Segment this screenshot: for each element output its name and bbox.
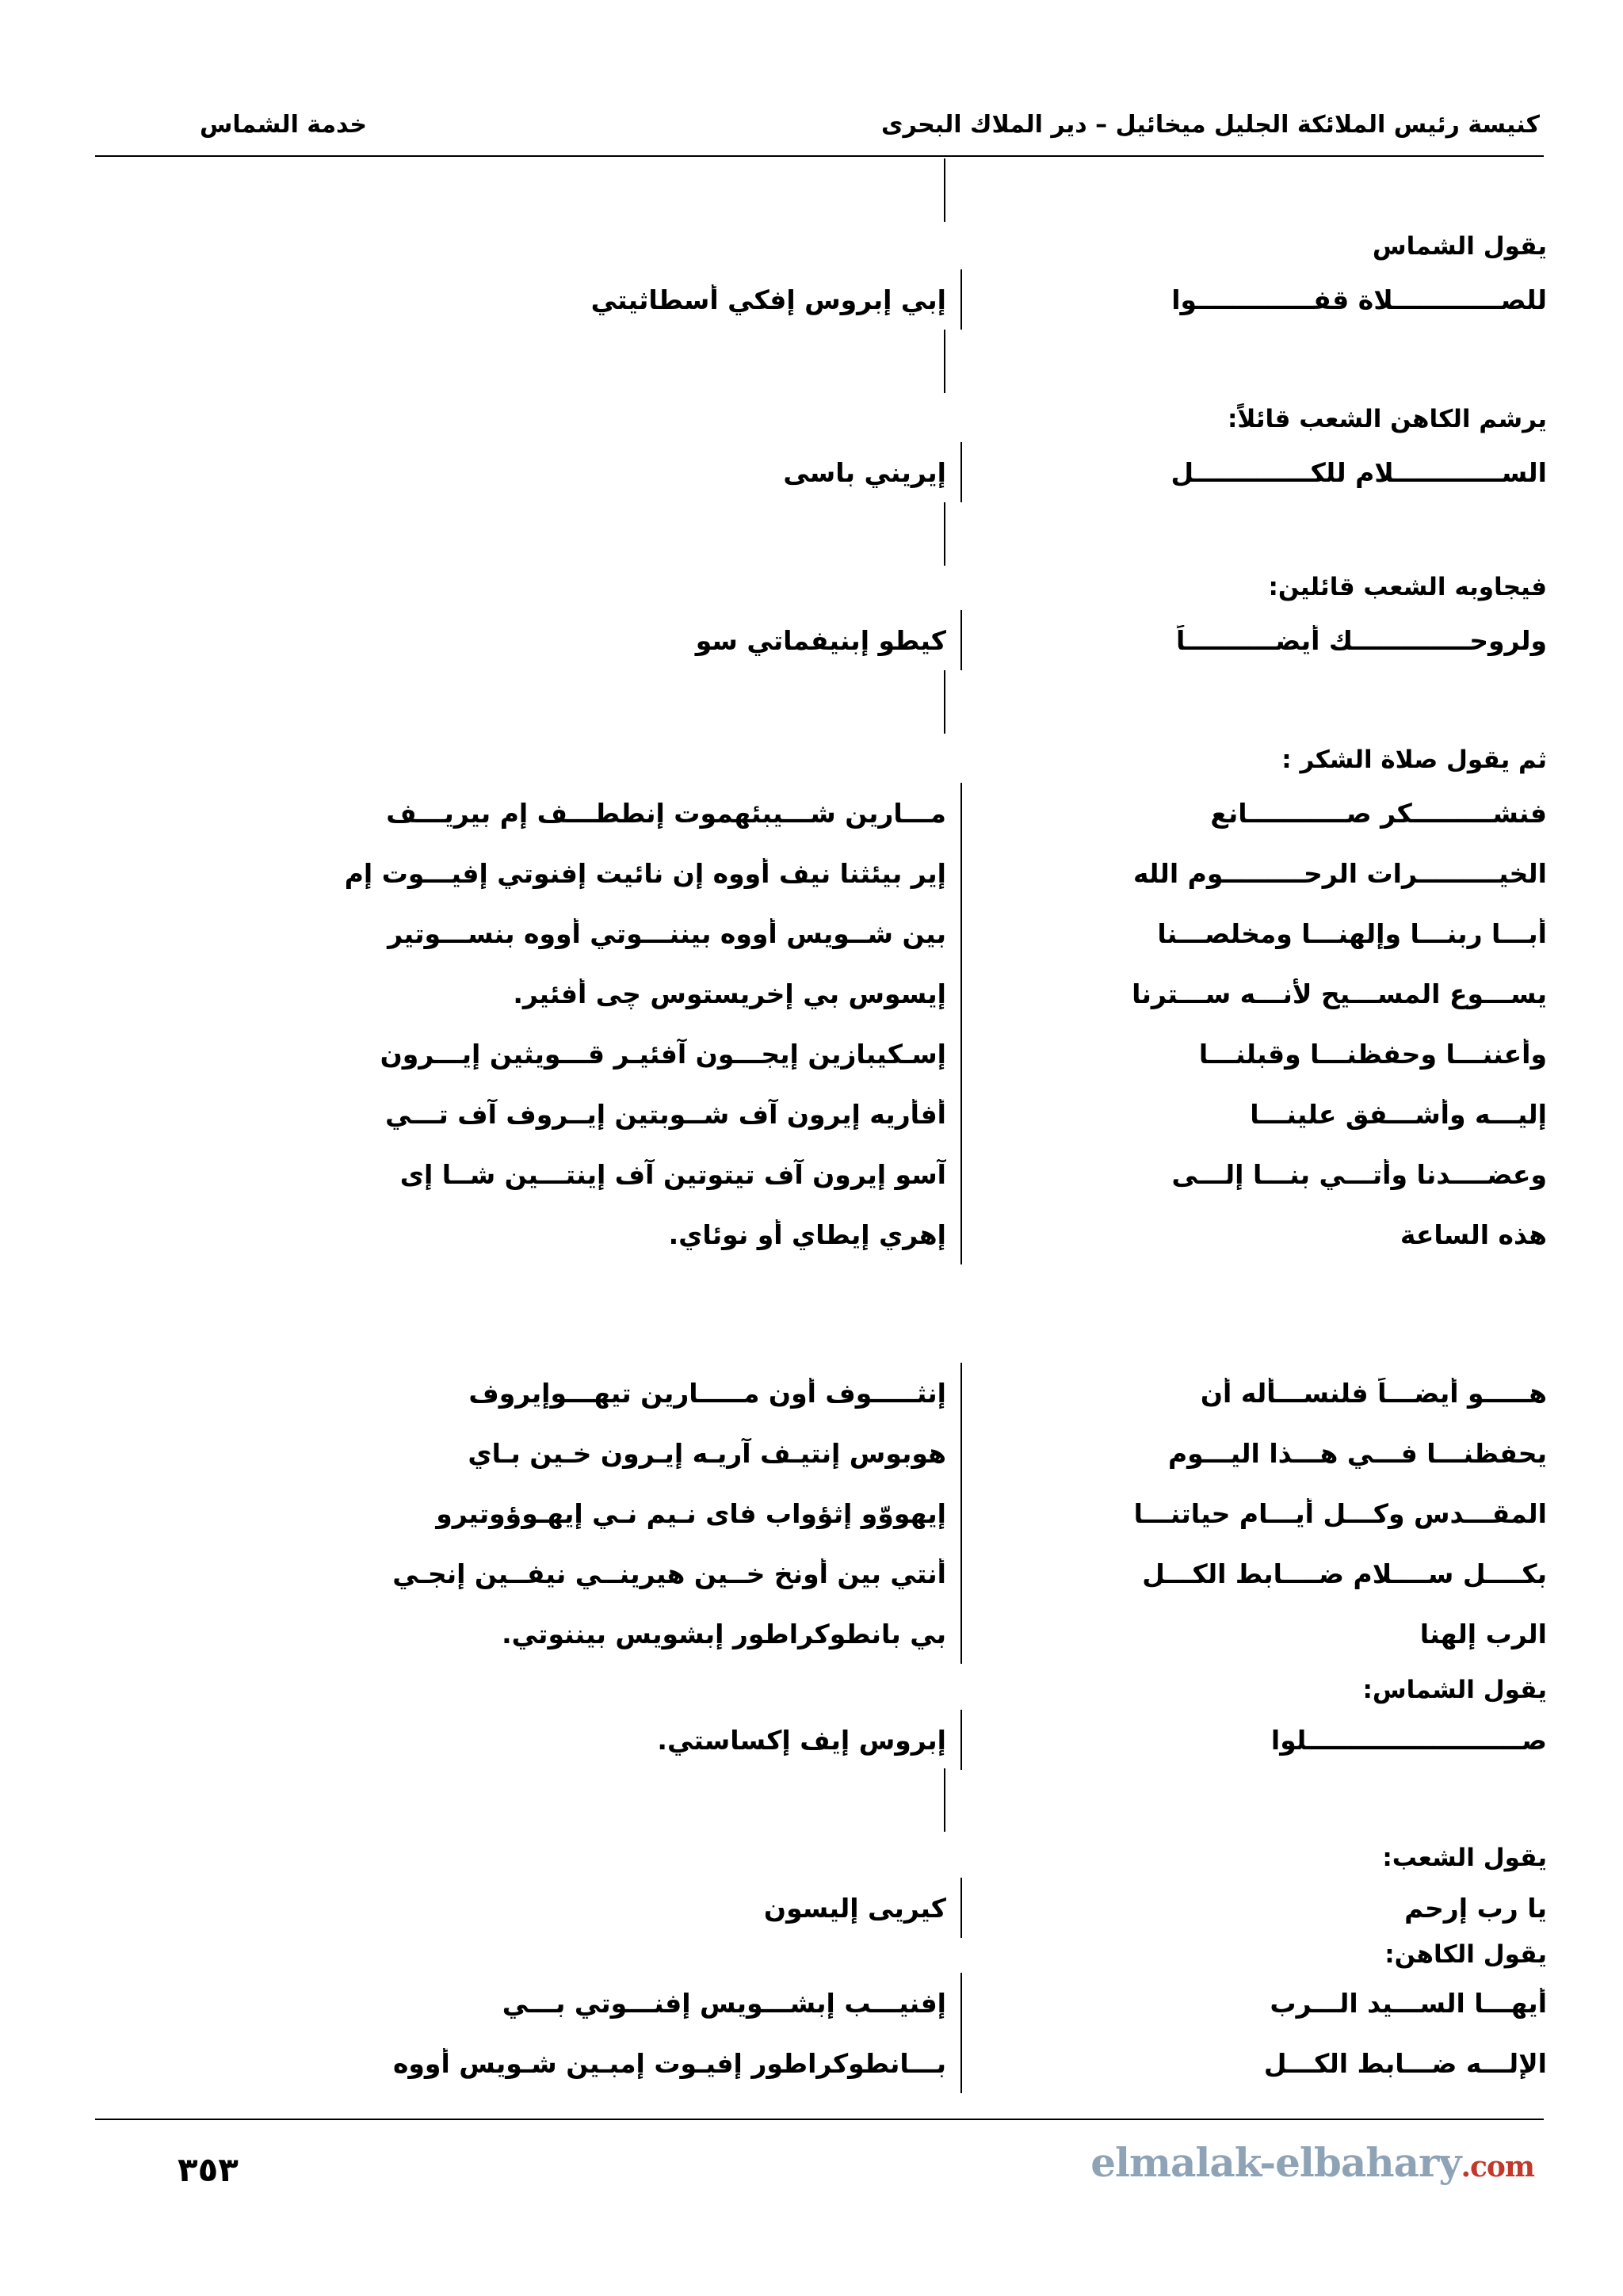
coptic-transliteration: إير بيئثنا نيف أووه إن نائيت إفنوتي إفيـــوت إم	[344, 857, 946, 889]
column-divider	[960, 1710, 962, 1770]
column-divider	[960, 1363, 962, 1423]
arabic-text: ولروحـــــــــــــك أيضــــــــــاً	[1176, 624, 1547, 656]
column-divider	[960, 1973, 962, 2033]
column-divider	[960, 610, 962, 670]
liturgy-row	[77, 963, 1547, 1024]
section-heading: فيجاوبه الشعب قائلين:	[1268, 573, 1547, 601]
arabic-text: الســــــــــــلام للكـــــــــــــل	[1170, 456, 1547, 488]
coptic-transliteration: مـــارين شـــيبئهموت إنططـــف إم بيريـــف	[386, 797, 946, 829]
section-heading: يقول الشماس	[1372, 232, 1547, 261]
column-divider	[960, 903, 962, 963]
column-divider	[960, 1543, 962, 1604]
coptic-transliteration: إفنيـــب إبشـــويس إفنـــوتي بـــي	[502, 1987, 946, 2019]
liturgy-row	[77, 1973, 1547, 2033]
arabic-text: يا رب إرحم	[1404, 1892, 1547, 1924]
liturgy-row	[77, 1204, 1547, 1264]
section-deacon-call	[77, 223, 1547, 330]
liturgy-row	[77, 783, 1547, 843]
footer-rule	[95, 2119, 1544, 2120]
section-heading: ثم يقول صلاة الشكر :	[1281, 746, 1547, 774]
liturgy-row	[77, 1483, 1547, 1543]
coptic-transliteration: إبي إبروس إفكي أسطاثيتي	[590, 284, 946, 315]
column-divider	[960, 1024, 962, 1084]
coptic-transliteration: أفأريه إيرون آف شــوبتين إيــروف آف تـــي	[385, 1098, 946, 1130]
liturgy-row	[77, 610, 1547, 670]
coptic-transliteration: كيطو إبنيفماتي سو	[695, 624, 946, 656]
liturgy-row	[77, 1024, 1547, 1084]
liturgy-row	[77, 1710, 1547, 1770]
arabic-text: فنشـــــــــكر صـــــــــــانع	[1210, 797, 1547, 829]
coptic-transliteration: إيسوس بي إخريستوس چى أفئير.	[513, 978, 946, 1009]
coptic-transliteration: كيريى إليسون	[763, 1892, 946, 1924]
section-people-kyrie	[77, 1838, 1547, 1938]
liturgy-row	[77, 1144, 1547, 1204]
arabic-text: للصــــــــــــلاة قفـــــــــــــوا	[1171, 284, 1547, 315]
coptic-transliteration: بـــانطوكراطور إفيـوت إمبـين شـويس أووه	[392, 2047, 946, 2079]
section-deacon-pray	[77, 1670, 1547, 1770]
arabic-text: الإلـــه ضـــابط الكـــل	[1263, 2047, 1547, 2079]
header-service-title: خدمة الشماس	[200, 111, 368, 139]
coptic-transliteration: أنتي بين أونخ خــين هيرينــي نيفــين إنجـي	[392, 1558, 946, 1589]
section-priest-peace	[77, 396, 1547, 502]
column-divider-stub	[944, 1768, 945, 1832]
coptic-transliteration: إيريني باسى	[783, 456, 946, 488]
section-heading: يقول الشماس:	[1362, 1676, 1547, 1704]
arabic-text: صــــــــــــــــــــــــلوا	[1270, 1724, 1547, 1756]
arabic-text: أبـــا ربنـــا وإلهنـــا ومخلصـــنا	[1157, 917, 1547, 949]
section-heading: يقول الكاهن:	[1384, 1940, 1547, 1969]
section-people-response	[77, 564, 1547, 670]
header-rule	[95, 155, 1544, 157]
section-heading: يرشم الكاهن الشعب قائلاً:	[1227, 405, 1547, 433]
column-divider	[960, 783, 962, 843]
page-number: ٣٥٣	[178, 2150, 239, 2189]
column-divider	[960, 2033, 962, 2093]
arabic-text: هـــــو أيضـــاً فلنســـأله أن	[1200, 1377, 1547, 1409]
column-divider	[960, 1204, 962, 1264]
coptic-transliteration: إنثـــــوف أون مـــــارين تيهـــوإيروف	[468, 1377, 946, 1409]
arabic-text: هذه الساعة	[1400, 1219, 1547, 1250]
coptic-transliteration: بي بانطوكراطور إبشويس بيننوتي.	[502, 1618, 946, 1650]
column-divider-stub	[944, 158, 945, 222]
column-divider	[960, 843, 962, 903]
column-divider	[960, 1084, 962, 1144]
column-divider	[960, 1423, 962, 1483]
liturgy-row	[77, 2033, 1547, 2093]
coptic-transliteration: إبروس إيف إكساستي.	[657, 1724, 946, 1756]
column-divider-stub	[944, 330, 945, 393]
column-divider	[960, 963, 962, 1024]
coptic-transliteration: إسـكيبازين إيجـــون آفئيـر قـــويثين إيـــرون	[380, 1038, 946, 1070]
arabic-text: المقـــدس وكـــل أيـــام حياتنـــا	[1133, 1497, 1547, 1529]
liturgy-row	[77, 1543, 1547, 1604]
column-divider	[960, 1483, 962, 1543]
arabic-text: وأعننـــا وحفظنـــا وقبلنـــا	[1198, 1038, 1547, 1070]
coptic-transliteration: هوبوس إنتيـف آريـه إيـرون خـين بـاي	[468, 1437, 946, 1469]
arabic-text: يحفظنـــا فـــي هـــذا اليـــوم	[1167, 1437, 1547, 1469]
liturgy-row	[77, 1604, 1547, 1664]
section-priest-prayer	[77, 1936, 1547, 2093]
column-divider	[960, 442, 962, 502]
logo-suffix-text: .com	[1461, 2150, 1534, 2183]
section-heading: يقول الشعب:	[1382, 1844, 1547, 1872]
arabic-text: الخيـــــــــرات الرحـــــــــوم الله	[1132, 857, 1547, 889]
coptic-transliteration: إيهووّو إثؤواب فاى نـيم نـي إيهـوؤوتيرو	[436, 1497, 946, 1529]
liturgy-row	[77, 1084, 1547, 1144]
section-thanksgiving-continued	[77, 1363, 1547, 1664]
column-divider	[960, 1604, 962, 1664]
arabic-text: يســـوع المســـيح لأنـــه ســـترنا	[1132, 978, 1547, 1009]
coptic-transliteration: إهري إيطاي أو نوئاي.	[668, 1219, 946, 1250]
liturgy-row	[77, 1423, 1547, 1483]
liturgy-row	[77, 903, 1547, 963]
liturgy-row	[77, 442, 1547, 502]
liturgy-row	[77, 843, 1547, 903]
column-divider	[960, 1144, 962, 1204]
arabic-text: بكــــل ســــلام ضــــابط الكـــل	[1142, 1558, 1547, 1589]
site-logo	[1090, 2139, 1534, 2186]
coptic-transliteration: بين شــويس أووه بيننـــوتي أووه بنســـوتير	[388, 917, 946, 949]
section-thanksgiving	[77, 737, 1547, 1264]
column-divider	[960, 269, 962, 330]
column-divider-stub	[944, 502, 945, 566]
coptic-transliteration: آسو إيرون آف تيتوتين آف إينتـــين شــا إى	[399, 1158, 946, 1190]
column-divider	[960, 1878, 962, 1938]
arabic-text: أيهـــا الســـيد الـــرب	[1270, 1987, 1547, 2019]
liturgy-row	[77, 1363, 1547, 1423]
arabic-text: وعضــــدنا وأتـــي بنـــا إلـــى	[1171, 1158, 1547, 1190]
liturgy-row	[77, 1878, 1547, 1938]
liturgy-row	[77, 269, 1547, 330]
logo-main-text: elmalak-elbahary	[1090, 2139, 1461, 2186]
column-divider-stub	[944, 670, 945, 734]
header-church-title: كنيسة رئيس الملائكة الجليل ميخائيل – دير الملاك البحرى	[880, 111, 1540, 139]
arabic-text: الرب إلهنا	[1419, 1618, 1547, 1650]
arabic-text: إليـــه وأشـــفق علينـــا	[1250, 1098, 1547, 1130]
